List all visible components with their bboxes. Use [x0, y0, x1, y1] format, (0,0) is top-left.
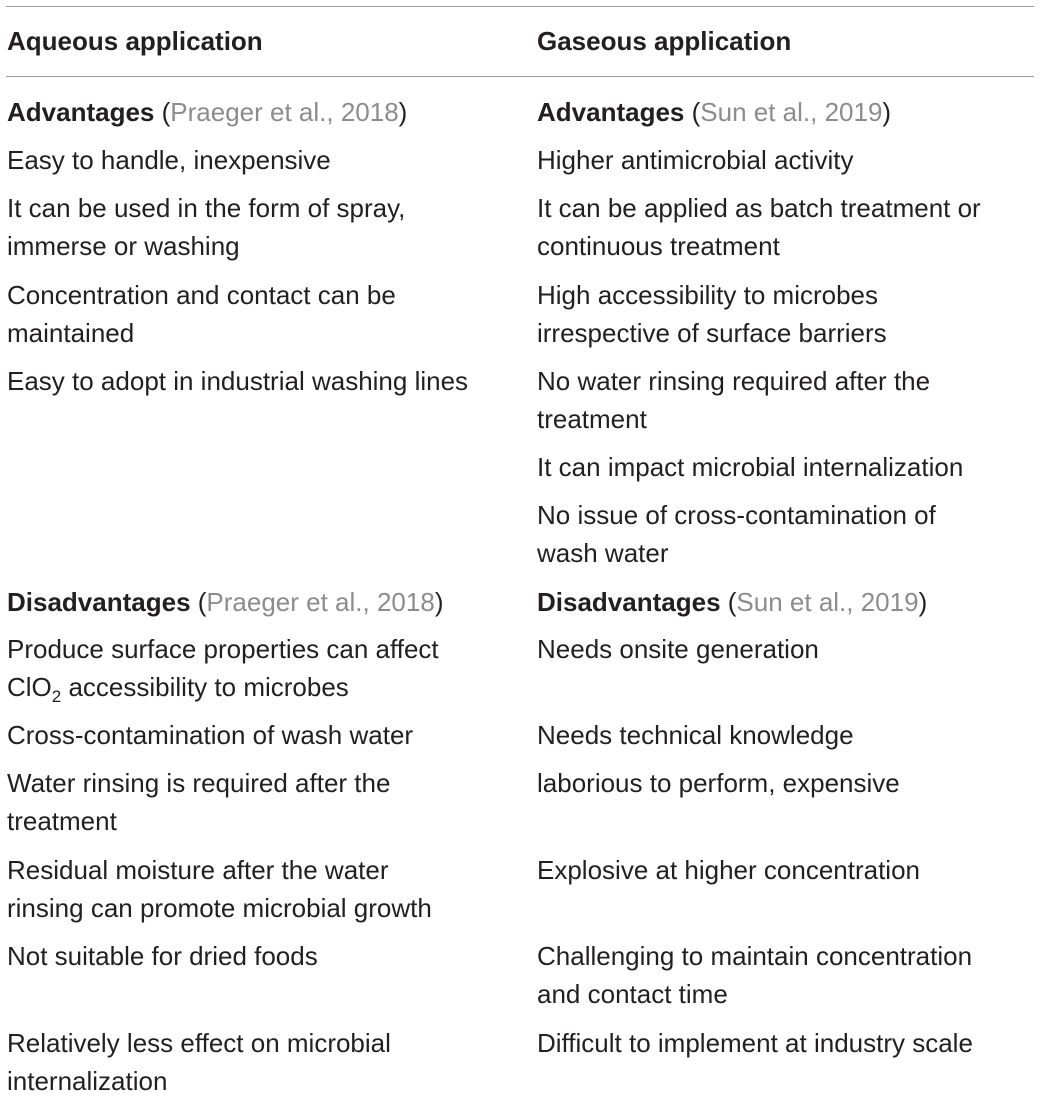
line: immerse or washing: [7, 231, 240, 261]
disadvantages-label: Disadvantages: [537, 587, 721, 617]
top-rule: [6, 6, 1034, 7]
line: [7, 668, 439, 706]
list-item: [7, 716, 413, 754]
citation: Sun et al., 2019: [700, 97, 883, 127]
list-item: [537, 276, 887, 352]
line: Easy to handle, inexpensive: [7, 145, 331, 175]
chemical-formula: ClO: [7, 672, 52, 702]
line: Needs technical knowledge: [537, 720, 854, 750]
list-item: [537, 362, 930, 438]
list-item: [7, 276, 396, 352]
list-item: [537, 141, 853, 179]
advantages-label: Advantages: [537, 97, 685, 127]
list-item: [537, 448, 963, 486]
line: continuous treatment: [537, 231, 780, 261]
paren-open: (: [720, 587, 737, 617]
disadvantages-heading-gaseous: [537, 583, 927, 621]
list-item: [537, 851, 920, 889]
disadvantages-heading-aqueous: [7, 583, 443, 621]
line: Needs onsite generation: [537, 634, 819, 664]
list-item: [7, 141, 331, 179]
list-item: [537, 1024, 973, 1062]
citation: Praeger et al., 2018: [206, 587, 435, 617]
advantages-heading-aqueous: [7, 93, 407, 131]
line-suffix: accessibility to microbes: [61, 672, 349, 702]
list-item: [7, 189, 405, 265]
list-item: [537, 937, 972, 1013]
subscript: 2: [51, 687, 62, 706]
disadvantages-label: Disadvantages: [7, 587, 191, 617]
line: No issue of cross-contamination of: [537, 500, 936, 530]
line: Concentration and contact can be: [7, 280, 396, 310]
line: wash water: [537, 538, 669, 568]
paren-close: ): [918, 587, 928, 617]
list-item: [537, 496, 936, 572]
citation: Sun et al., 2019: [736, 587, 919, 617]
paren-open: (: [684, 97, 701, 127]
line: internalization: [7, 1066, 168, 1096]
paren-close: ): [882, 97, 892, 127]
line: Difficult to implement at industry scale: [537, 1028, 973, 1058]
paren-close: ): [398, 97, 408, 127]
header-rule: [6, 76, 1034, 77]
line: No water rinsing required after the: [537, 366, 931, 396]
line: High accessibility to microbes: [537, 280, 879, 310]
list-item: [537, 630, 819, 668]
header-gaseous: Gaseous application: [537, 26, 792, 56]
paren-open: (: [154, 97, 171, 127]
line: treatment: [537, 404, 647, 434]
line: Cross-contamination of wash water: [7, 720, 414, 750]
line: Residual moisture after the water: [7, 855, 389, 885]
advantages-label: Advantages: [7, 97, 155, 127]
list-item: [537, 189, 981, 265]
paren-open: (: [190, 587, 207, 617]
line: Relatively less effect on microbial: [7, 1028, 391, 1058]
line: Higher antimicrobial activity: [537, 145, 854, 175]
line: laborious to perform, expensive: [537, 768, 900, 798]
line: irrespective of surface barriers: [537, 318, 887, 348]
line: Not suitable for dried foods: [7, 941, 318, 971]
line: Water rinsing is required after the: [7, 768, 391, 798]
list-item: [7, 764, 390, 840]
line: Challenging to maintain concentration: [537, 941, 973, 971]
line: It can be used in the form of spray,: [7, 193, 406, 223]
line: rinsing can promote microbial growth: [7, 893, 432, 923]
line: Produce surface properties can affect: [7, 634, 439, 664]
list-item: [7, 630, 439, 706]
list-item: [7, 362, 468, 400]
paren-close: ): [434, 587, 444, 617]
line: maintained: [7, 318, 135, 348]
citation: Praeger et al., 2018: [170, 97, 399, 127]
advantages-heading-gaseous: [537, 93, 891, 131]
line: treatment: [7, 806, 117, 836]
list-item: [7, 937, 318, 975]
line: Explosive at higher concentration: [537, 855, 921, 885]
line: Easy to adopt in industrial washing lines: [7, 366, 469, 396]
list-item: [7, 851, 432, 927]
line: It can be applied as batch treatment or: [537, 193, 981, 223]
list-item: [537, 764, 900, 802]
header-aqueous: Aqueous application: [7, 26, 263, 56]
list-item: [7, 1024, 391, 1100]
list-item: [537, 716, 854, 754]
line: and contact time: [537, 979, 728, 1009]
line: It can impact microbial internalization: [537, 452, 964, 482]
